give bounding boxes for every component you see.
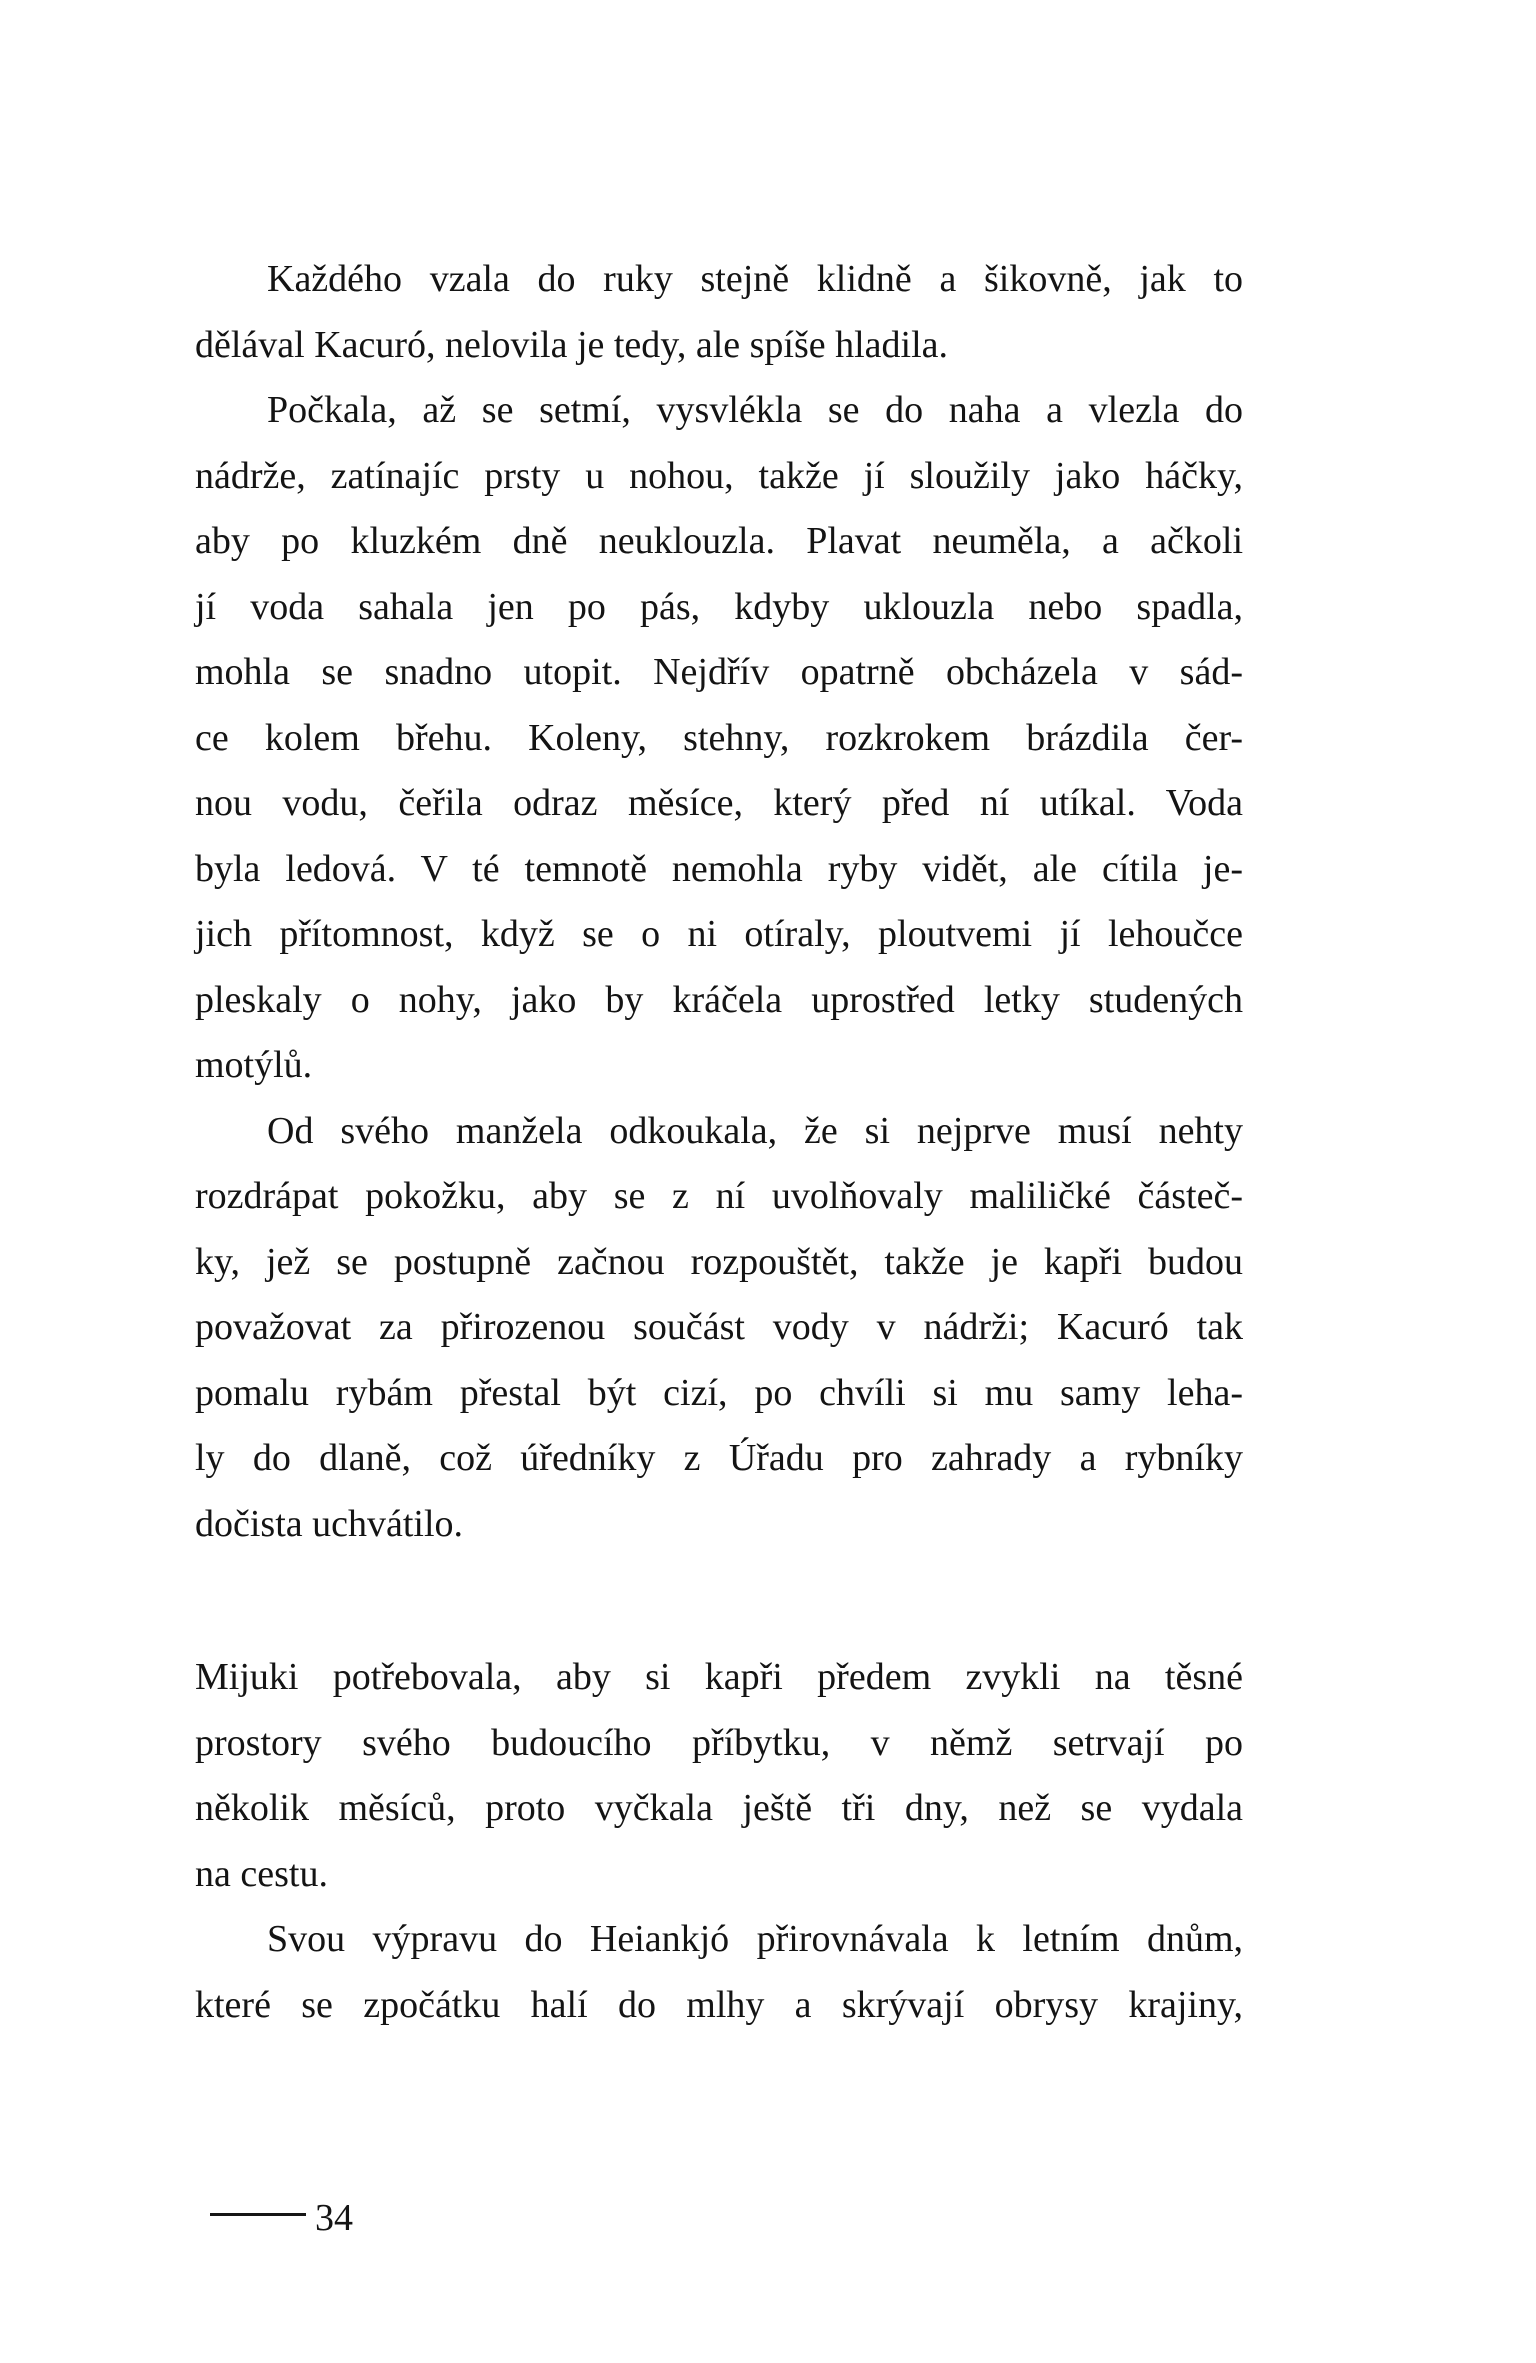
- text-line: na cestu.: [195, 1852, 328, 1895]
- text-line: Počkala, až se setmí, vysvlékla se do naha a vlezla do: [267, 389, 1243, 431]
- page-number: 34: [315, 2197, 353, 2239]
- text-line: které se zpočátku halí do mlhy a skrývají obrysy krajiny,: [195, 1983, 1243, 2026]
- text-line: dočista uchvátilo.: [195, 1502, 464, 1545]
- page-footer: [210, 2198, 353, 2238]
- paragraph: [195, 378, 1243, 1099]
- text-line: považovat za přirozenou součást vody v nádrži; Kacuró tak: [195, 1306, 1243, 1348]
- text-line: Mijuki potřebovala, aby si kapři předem zvykli na těsné: [195, 1656, 1243, 1698]
- text-line: mohla se snadno utopit. Nejdřív opatrně obcházela v sád-: [195, 651, 1243, 693]
- text-line: jí voda sahala jen po pás, kdyby uklouzla nebo spadla,: [195, 585, 1243, 628]
- text-line: motýlů.: [195, 1044, 313, 1086]
- paragraph: [195, 247, 1243, 378]
- text-line: pomalu rybám přestal být cizí, po chvíli si mu samy leha-: [195, 1371, 1243, 1414]
- text-line: rozdrápat pokožku, aby se z ní uvolňovaly maliličké částeč-: [195, 1175, 1243, 1217]
- text-line: ce kolem břehu. Koleny, stehny, rozkrokem brázdila čer-: [195, 716, 1243, 759]
- text-line: Každého vzala do ruky stejně klidně a šikovně, jak to: [267, 258, 1243, 300]
- text-line: Svou výpravu do Heiankjó přirovnávala k letním dnům,: [267, 1918, 1243, 1960]
- text-line: nou vodu, čeřila odraz měsíce, který před ní utíkal. Voda: [195, 782, 1243, 824]
- text-line: pleskaly o nohy, jako by kráčela uprostřed letky studených: [195, 978, 1243, 1021]
- paragraph: [195, 1099, 1243, 1558]
- text-line: byla ledová. V té temnotě nemohla ryby vidět, ale cítila je-: [195, 847, 1243, 890]
- paragraph: [195, 1645, 1243, 1907]
- text-line: dělával Kacuró, nelovila je tedy, ale spíše hladila.: [195, 323, 949, 366]
- paragraph: [195, 1907, 1243, 2038]
- text-line: prostory svého budoucího příbytku, v němž setrvají po: [195, 1721, 1243, 1764]
- text-line: jich přítomnost, když se o ni otíraly, ploutvemi jí lehoučce: [195, 913, 1243, 955]
- text-line: ly do dlaně, což úředníky z Úřadu pro zahrady a rybníky: [195, 1437, 1243, 1479]
- text-line: několik měsíců, proto vyčkala ještě tři dny, než se vydala: [195, 1787, 1243, 1829]
- footer-rule: [210, 2213, 306, 2216]
- text-line: ky, jež se postupně začnou rozpouštět, takže je kapři budou: [195, 1240, 1243, 1283]
- section-break: [195, 1557, 1243, 1645]
- text-line: nádrže, zatínajíc prsty u nohou, takže jí sloužily jako háčky,: [195, 454, 1243, 497]
- body-text: [195, 247, 1243, 2038]
- text-line: Od svého manžela odkoukala, že si nejprve musí nehty: [267, 1109, 1243, 1152]
- text-line: aby po kluzkém dně neuklouzla. Plavat neuměla, a ačkoli: [195, 520, 1243, 562]
